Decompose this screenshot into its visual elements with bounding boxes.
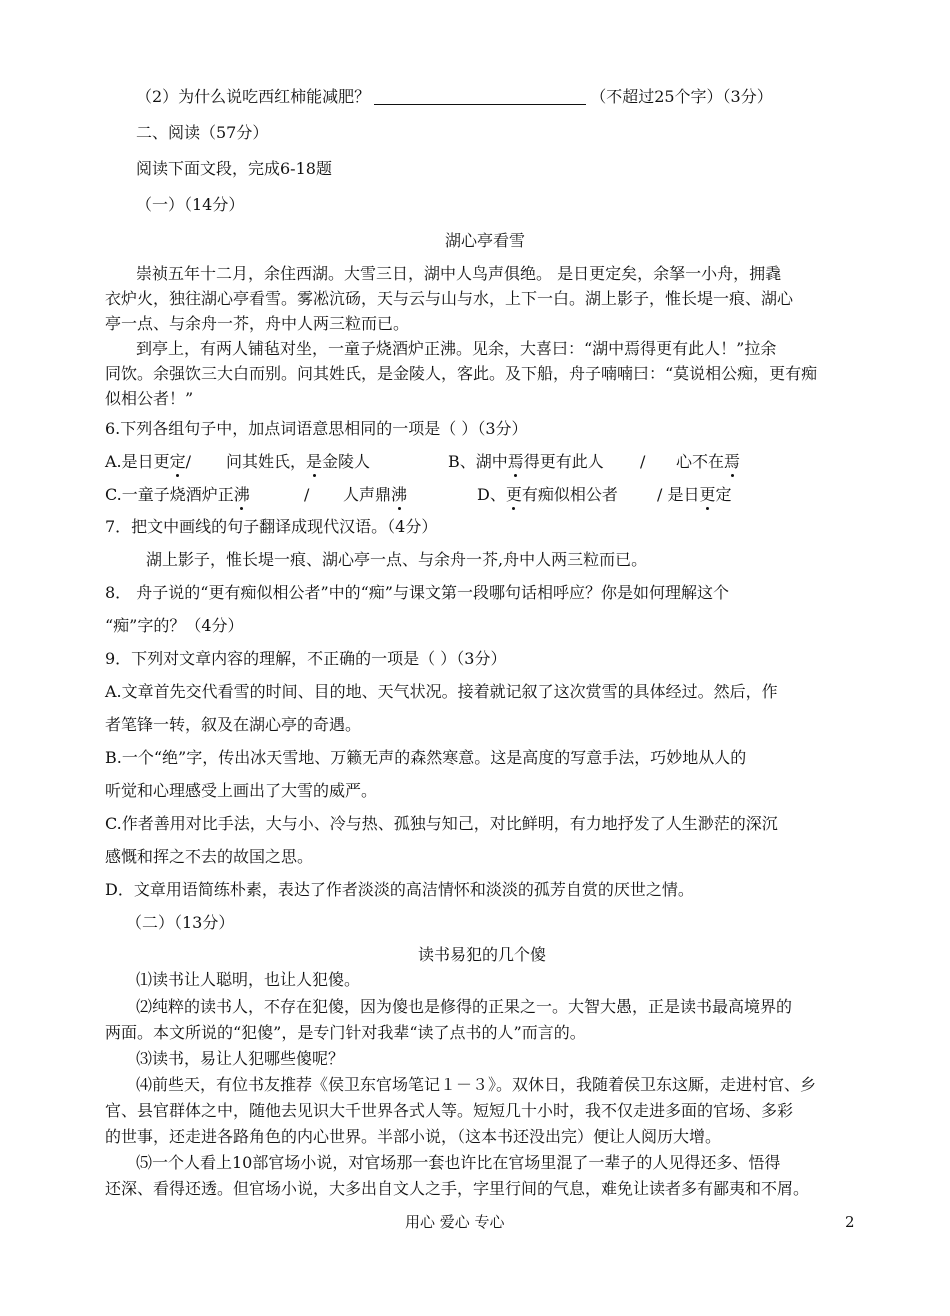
- option-text: 问其姓氏，: [226, 452, 307, 471]
- question-8-line: “痴”字的？（4分）: [105, 616, 244, 635]
- option-text: B、湖中: [448, 452, 508, 471]
- option-line: 听觉和心理感受上画出了大雪的威严。: [105, 781, 378, 800]
- option-a: [105, 452, 191, 472]
- question-9-stem: 9．下列对文章内容的理解，不正确的一项是（ ）（3分）: [105, 649, 507, 668]
- option-text: 定: [715, 485, 732, 504]
- paragraph-line: ⑵纯粹的读书人，不存在犯傻，因为傻也是修得的正果之一。大智大愚，正是读书最高境界的: [136, 997, 793, 1016]
- essay-title: 湖心亭看雪: [445, 231, 526, 250]
- option-text: A.是日更: [105, 452, 170, 471]
- option-line: D．文章用语简练朴素，表达了作者淡淡的高洁情怀和淡淡的孤芳自赏的厌世之情。: [105, 880, 694, 899]
- question-7-stem: 7．把文中画线的句子翻译成现代汉语。（4分）: [105, 517, 438, 536]
- option-c-pair: [343, 485, 407, 505]
- option-b-slash: /: [640, 452, 646, 471]
- paragraph-line: ⑸一个人看上10部官场小说，对官场那一套也许比在官场里混了一辈子的人见得还多、悟得: [136, 1153, 781, 1172]
- option-line: A.文章首先交代看雪的时间、目的地、天气状况。接着就记叙了这次赏雪的具体经过。然后，作: [105, 682, 778, 701]
- dotted-char: 沸: [391, 485, 408, 504]
- footer-motto: 用心 爱心 专心: [405, 1213, 505, 1231]
- dotted-char: 焉: [724, 452, 741, 471]
- option-c-slash: /: [304, 485, 310, 504]
- option-line: C.作者善用对比手法，大与小、冷与热、孤独与知己，对比鲜明，有力地抒发了人生渺茫的深沉: [105, 814, 778, 833]
- option-text: / 是日: [657, 485, 700, 504]
- paragraph-line: ⑷前些天，有位书友推荐《侯卫东官场笔记１－３》。双休日，我随着侯卫东这厮，走进村官、乡: [136, 1075, 817, 1094]
- part-heading: （一）（14分）: [136, 195, 245, 214]
- dotted-char: 是: [306, 452, 323, 471]
- paragraph-line: 崇祯五年十二月，余住西湖。大雪三日，湖中人鸟声俱绝。 是日更定矣，余拏一小舟，拥毳: [136, 264, 782, 283]
- option-b: [448, 452, 604, 472]
- page-number: 2: [845, 1213, 855, 1231]
- question-5-2: [136, 87, 773, 107]
- instruction: 阅读下面文段，完成6-18题: [136, 159, 332, 178]
- answer-blank[interactable]: [374, 88, 586, 105]
- question-6-stem: 6.下列各组句子中，加点词语意思相同的一项是（ ）（3分）: [105, 419, 528, 438]
- option-text: C.一童子烧酒炉正: [105, 485, 234, 504]
- question-text: （2）为什么说吃西红柿能减肥？: [136, 87, 371, 106]
- option-text: 有痴似相公者: [521, 485, 618, 504]
- option-text: 人声鼎: [343, 485, 392, 504]
- option-a-pair: [226, 452, 370, 472]
- question-8-line: 8． 舟子说的“更有痴似相公者”中的“痴”与课文第一段哪句话相呼应？你是如何理解这个: [105, 583, 729, 602]
- option-c: [105, 485, 250, 505]
- option-line: 者笔锋一转，叙及在湖心亭的奇遇。: [105, 715, 362, 734]
- paragraph-line: 亭一点、与余舟一芥，舟中人两三粒而已。: [105, 314, 410, 333]
- paragraph-line: ⑶读书，易让人犯哪些傻呢？: [136, 1049, 345, 1068]
- paragraph-line: 到亭上，有两人铺毡对坐，一童子烧酒炉正沸。见余，大喜曰：“湖中焉得更有此人！”拉余: [136, 339, 777, 358]
- option-text: 金陵人: [322, 452, 371, 471]
- paragraph-line: 的世事，还走进各路角色的内心世界。半部小说，（这本书还没出完）便让人阅历大增。: [105, 1127, 722, 1146]
- question-7-sentence: 湖上影子，惟长堤一痕、湖心亭一点、与余舟一芥,舟中人两三粒而已。: [146, 550, 648, 569]
- paragraph-line: ⑴读书让人聪明，也让人犯傻。: [136, 970, 361, 989]
- option-line: 感慨和挥之不去的故国之思。: [105, 847, 314, 866]
- paragraph-line: 同饮。余强饮三大白而别。问其姓氏，是金陵人，客此。及下船，舟子喃喃曰：“莫说相公痴，更有痴: [105, 364, 818, 383]
- option-d-pair: [657, 485, 732, 505]
- section-heading: 二、阅读（57分）: [136, 123, 269, 142]
- part-heading: （二）（13分）: [126, 913, 235, 932]
- essay-title: 读书易犯的几个傻: [418, 945, 547, 964]
- paragraph-line: 还深、看得还透。但官场小说，大多出自文人之手，字里行间的气息，难免让读者多有鄙夷和不屑。: [105, 1179, 810, 1198]
- question-note: （不超过25个字）（3分）: [590, 87, 773, 106]
- option-text: D、: [477, 485, 506, 504]
- paragraph-line: 似相公者！”: [105, 389, 194, 408]
- dotted-char: 焉: [507, 452, 524, 471]
- option-b-pair: [676, 452, 740, 472]
- option-d: [477, 485, 618, 505]
- option-text: /: [185, 452, 192, 471]
- paragraph-line: 官、县官群体之中，随他去见识大千世界各式人等。短短几十小时，我不仅走进多面的官场、多彩: [105, 1101, 794, 1120]
- paragraph-line: 两面。本文所说的“犯傻”，是专门针对我辈“读了点书的人”而言的。: [105, 1023, 586, 1042]
- dotted-char: 定: [169, 452, 186, 471]
- paragraph-line: 衣炉火，独往湖心亭看雪。雾凇沆砀，天与云与山与水，上下一白。湖上影子，惟长堤一痕、湖心: [105, 289, 794, 308]
- option-text: 得更有此人: [523, 452, 604, 471]
- dotted-char: 更: [505, 485, 522, 504]
- option-line: B.一个“绝”字，传出冰天雪地、万籁无声的森然寒意。这是高度的写意手法，巧妙地从人的: [105, 748, 747, 767]
- option-text: 心不在: [676, 452, 725, 471]
- dotted-char: 沸: [233, 485, 250, 504]
- dotted-char: 更: [699, 485, 716, 504]
